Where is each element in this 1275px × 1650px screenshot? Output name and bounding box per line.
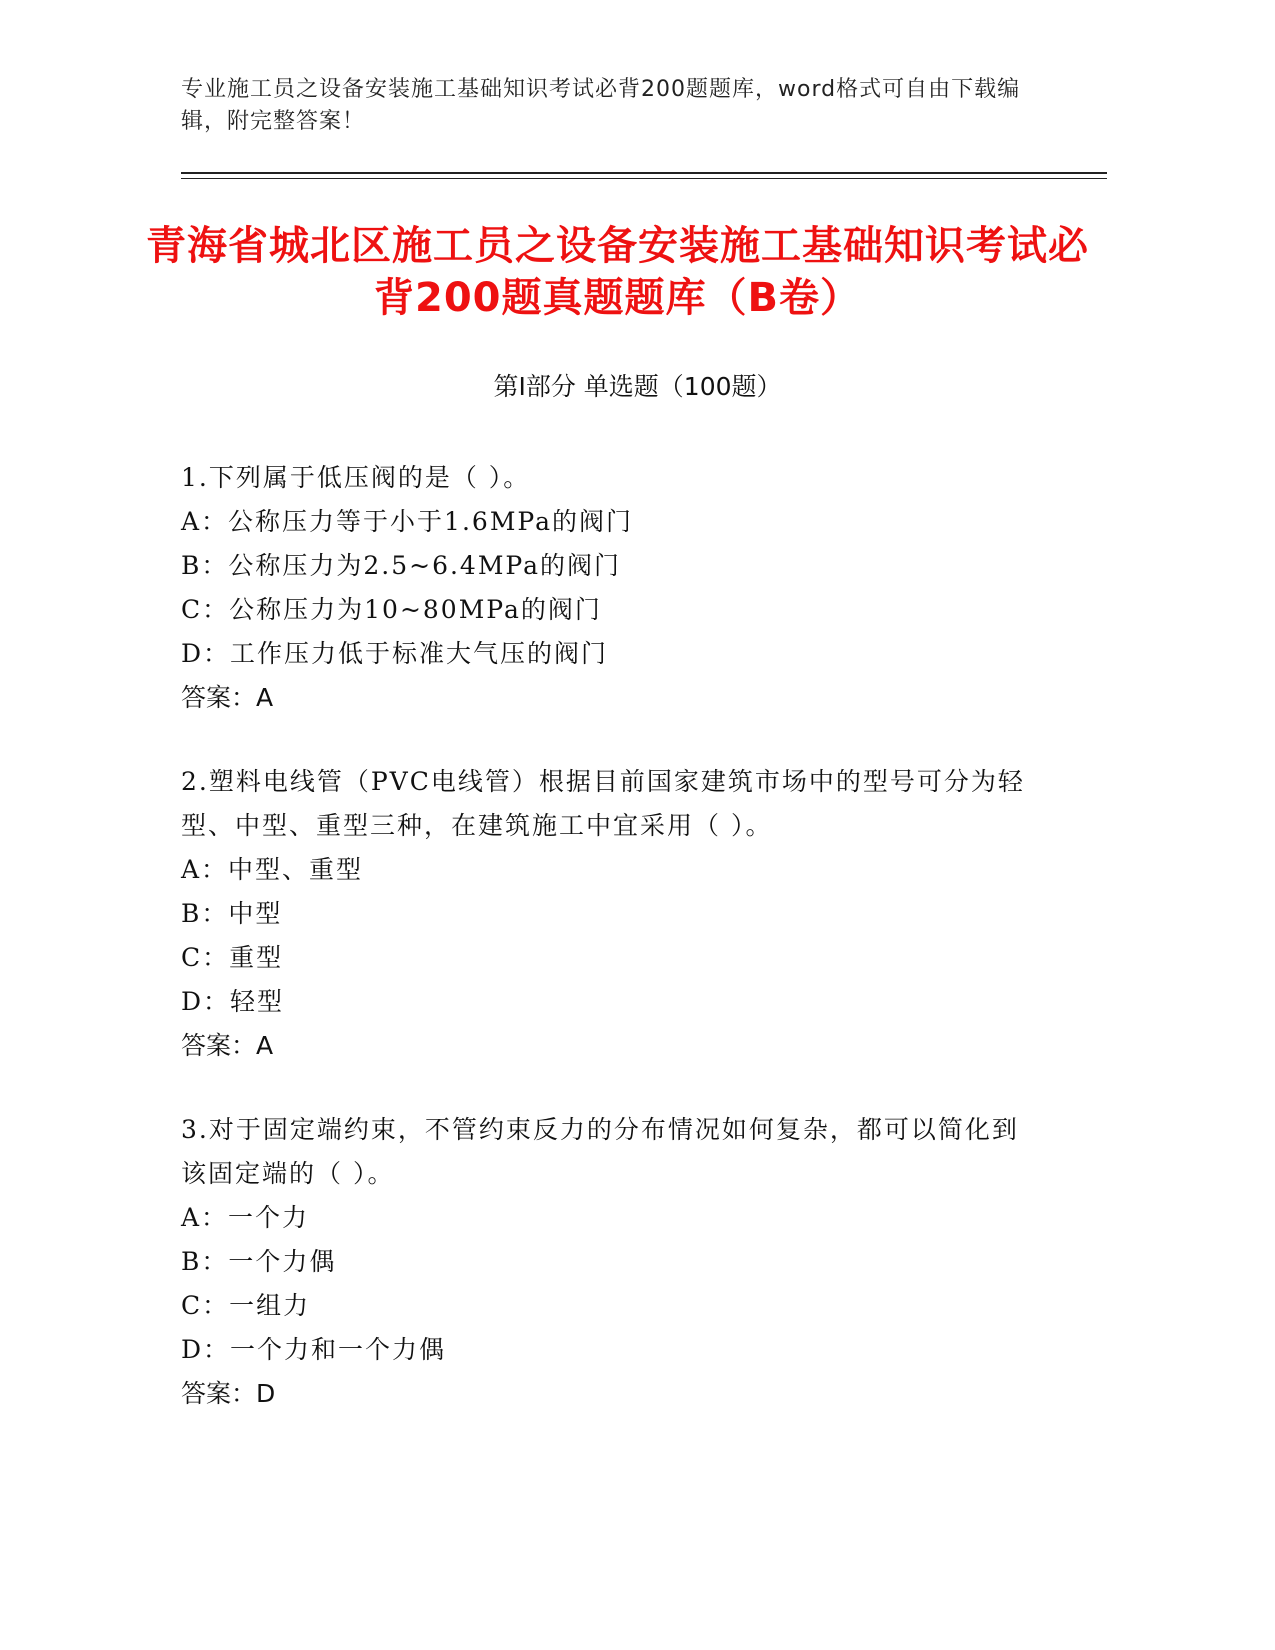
question-stem: 3.对于固定端约束，不管约束反力的分布情况如何复杂，都可以简化到该固定端的（ ）。 [181,1115,1019,1188]
option-c: C：公称压力为10~80MPa的阀门 [181,595,602,624]
question-list [181,456,1041,1456]
option-b: B：公称压力为2.5~6.4MPa的阀门 [181,551,622,580]
option-c: C：一组力 [181,1291,311,1320]
option-c: C：重型 [181,943,284,972]
option-a: A：公称压力等于小于1.6MPa的阀门 [181,507,634,536]
question-1 [181,456,1041,720]
question-stem: 2.塑料电线管（PVC电线管）根据目前国家建筑市场中的型号可分为轻型、中型、重型三种，在建筑施工中宜采用（ ）。 [181,767,1025,840]
answer-line: 答案：A [181,1031,274,1060]
section-heading: 第Ⅰ部分 单选题（100题） [493,372,782,401]
option-d: D：轻型 [181,987,285,1016]
option-b: B：一个力偶 [181,1247,337,1276]
header-note: 专业施工员之设备安装施工基础知识考试必背200题题库，word格式可自由下载编辑，附完整答案！ [181,77,1021,134]
question-3 [181,1108,1041,1416]
header-divider-thick [181,172,1107,174]
option-a: A：中型、重型 [181,855,364,884]
header-divider-thin [181,178,1107,179]
option-a: A：一个力 [181,1203,310,1232]
option-d: D：工作压力低于标准大气压的阀门 [181,639,609,668]
document-title: 青海省城北区施工员之设备安装施工基础知识考试必背200题真题题库（B卷） [146,223,1089,321]
question-2 [181,760,1041,1068]
option-d: D：一个力和一个力偶 [181,1335,447,1364]
answer-line: 答案：D [181,1379,276,1408]
question-stem: 1.下列属于低压阀的是（ ）。 [181,463,531,492]
option-b: B：中型 [181,899,283,928]
answer-line: 答案：A [181,683,274,712]
